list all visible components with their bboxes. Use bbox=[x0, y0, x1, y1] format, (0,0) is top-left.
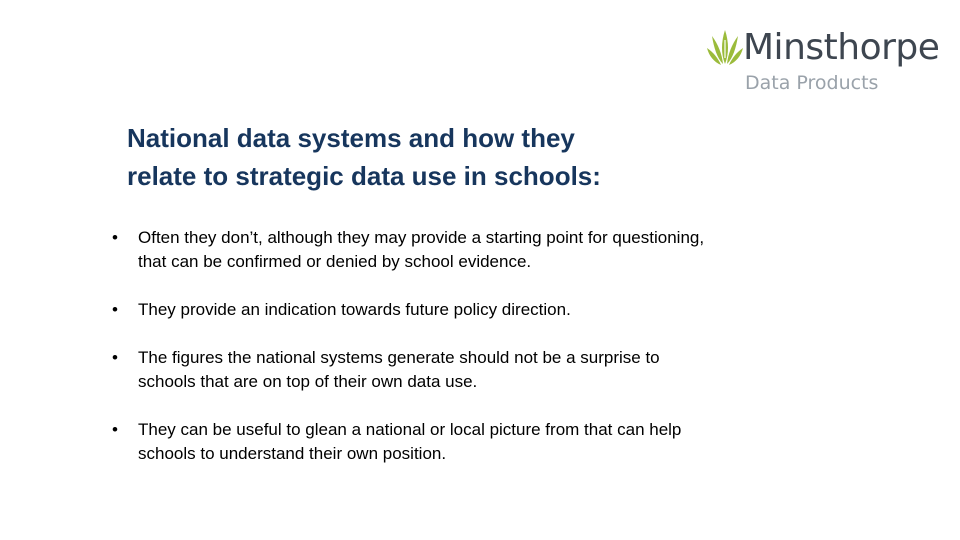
bullet-text: The figures the national systems generate should not be a surprise to schools that are on top of their own data use. bbox=[138, 348, 660, 391]
bullet-marker: • bbox=[112, 228, 118, 247]
bullet-marker: • bbox=[112, 348, 118, 367]
bullet-text: They can be useful to glean a national or local picture from that can help schools to understand their own position. bbox=[138, 420, 682, 463]
leaf-sprout-icon bbox=[706, 24, 744, 68]
logo-subtitle: Data Products bbox=[745, 72, 879, 94]
slide-title-line-2: relate to strategic data use in schools: bbox=[127, 161, 601, 191]
slide-title bbox=[127, 119, 687, 195]
bullet-item bbox=[112, 298, 712, 322]
bullet-text: Often they don’t, although they may provide a starting point for questioning, that can be confirmed or denied by school evidence. bbox=[138, 228, 705, 271]
bullet-item bbox=[112, 418, 712, 466]
slide-title-line-1: National data systems and how they bbox=[127, 123, 575, 153]
company-logo bbox=[706, 24, 946, 100]
bullet-text: They provide an indication towards future policy direction. bbox=[138, 300, 571, 319]
bullet-item bbox=[112, 226, 712, 274]
bullet-marker: • bbox=[112, 300, 118, 319]
logo-name: Minsthorpe bbox=[743, 27, 940, 68]
bullet-marker: • bbox=[112, 420, 118, 439]
bullet-list bbox=[112, 226, 712, 466]
bullet-item bbox=[112, 346, 712, 394]
